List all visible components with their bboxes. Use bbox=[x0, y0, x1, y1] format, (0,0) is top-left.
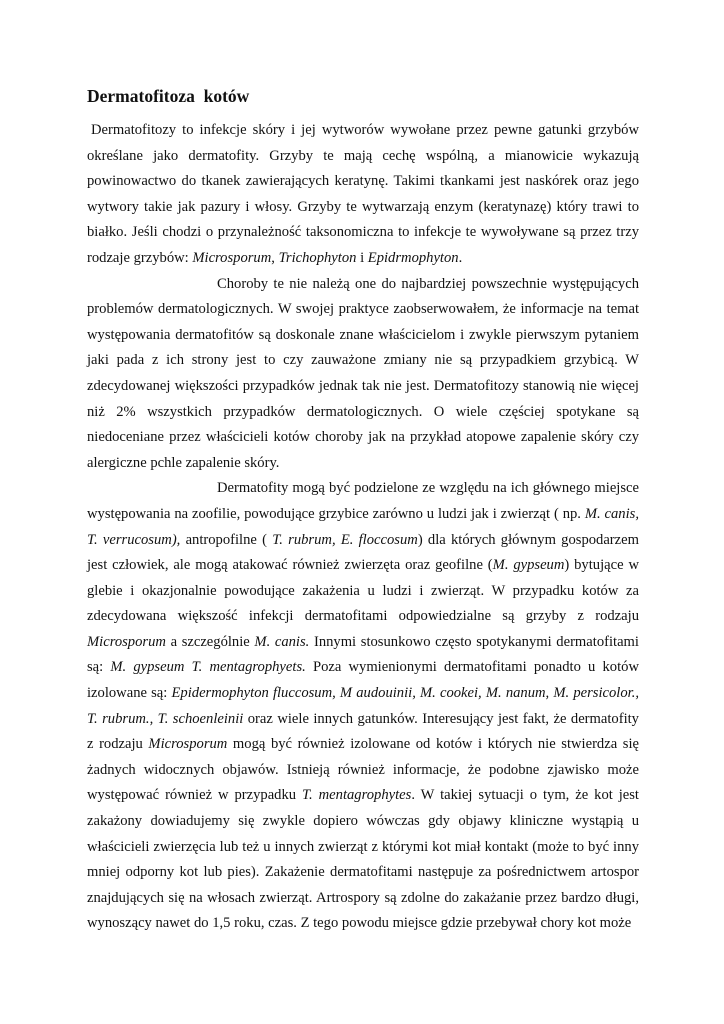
text-run: Dermatofitozy to infekcje skóry i jej wytworów wywołane przez pewne gatunki grzybów określane jako dermatofity. Grzyby te mają cechę wspólną, a mianowicie wykazują powinowactwo do tkanek zawierających keratynę. Takimi tkankami jest naskórek oraz jego wytwory takie jak pazury i włosy. Grzyby te wytwarzają enzym (keratynazę) który trawi to białko. Jeśli chodzi o przynależność taksonomiczna to infekcje te wywoływane są przez trzy rodzaje grzybów: bbox=[87, 122, 639, 266]
text-run: , bbox=[271, 249, 279, 266]
document-title: Dermatofitoza kotów bbox=[87, 86, 250, 106]
italic-term: Microsporum bbox=[192, 249, 272, 266]
italic-term: M. gypseum bbox=[492, 557, 565, 574]
text-run: ) dla których głównym gospodarzem jest człowiek, ale mogą atakować również zwierzęta oraz geofilne ( bbox=[87, 531, 639, 574]
paragraph-prevalence-text bbox=[87, 276, 639, 471]
italic-term: Microsporum bbox=[148, 736, 228, 753]
text-run: Dermatofity mogą być podzielone ze względu na ich głównego miejsce występowania na zoofilie, powodujące grzybice zarówno u ludzi jak i zwierząt ( np. bbox=[87, 480, 639, 522]
text-run: mogą być również izolowane od kotów i których nie stwierdza się żadnych widocznych objawów. Istnieją również informacje, że podobne zjawisko może występować również w przypadku bbox=[87, 736, 639, 804]
paragraph-intro bbox=[87, 118, 639, 272]
paragraph-classification-text bbox=[87, 480, 639, 931]
italic-term: M. canis. bbox=[254, 633, 310, 650]
text-run: oraz wiele innych gatunków. Interesujący jest fakt, że dermatofity z rodzaju bbox=[87, 710, 639, 753]
text-run: i bbox=[356, 249, 368, 266]
italic-term: M. gypseum T. mentagrophyets. bbox=[110, 659, 306, 676]
paragraph-intro-text bbox=[87, 122, 639, 266]
italic-term: M. canis, T. verrucosum), bbox=[87, 505, 639, 548]
document-page bbox=[87, 84, 639, 937]
paragraph-classification bbox=[87, 476, 639, 937]
italic-term: Microsporum bbox=[87, 633, 166, 650]
italic-term: T. rubrum, E. floccosum bbox=[272, 531, 418, 548]
italic-term: Epidrmophyton bbox=[367, 249, 459, 266]
text-run: a szczególnie bbox=[165, 633, 255, 650]
paragraph-prevalence bbox=[87, 272, 639, 477]
italic-term: Epidermophyton fluccosum, M audouinii, M. cookei, M. nanum, M. persicolor., T. rubrum., T. schoenleinii bbox=[87, 685, 640, 727]
text-run: Choroby te nie należą one do najbardziej powszechnie występujących problemów dermatologicznych. W swojej praktyce zaobserwowałem, że informacje na temat występowania dermatofitów są doskonale znane właścicielom i zwykle pierwszym pytaniem jaki pada z ich strony jest to czy zauważone zmiany nie są przypadkiem grzybicą. W zdecydowanej większości przypadków jednak tak nie jest. Dermatofitozy stanowią nie więcej niż 2% wszystkich przypadków dermatologicznych. O wiele częściej spotykane są niedoceniane przez właścicieli kotów choroby jak na przykład atopowe zapalenie skóry czy alergiczne pchle zapalenie skóry. bbox=[87, 275, 639, 471]
text-run: antropofilne ( bbox=[180, 531, 273, 548]
text-run: ) bytujące w glebie i okazjonalnie powodujące zakażenia u ludzi i zwierząt. W przypadku kotów za zdecydowana większość infekcji dermatofitami odpowiedzialne są grzyby z rodzaju bbox=[87, 557, 639, 625]
italic-term: T. mentagrophytes bbox=[302, 787, 412, 804]
text-run: Poza wymienionymi dermatofitami ponadto u kotów izolowane są: bbox=[87, 659, 639, 702]
text-run: Innymi stosunkowo często spotykanymi dermatofitami są: bbox=[87, 633, 639, 676]
text-run: . bbox=[458, 249, 463, 266]
italic-term: Trichophyton bbox=[278, 249, 357, 266]
text-run: . W takiej sytuacji o tym, że kot jest zakażony dowiadujemy się zwykle dopiero wówczas gdy objawy kliniczne wystąpią u właścicieli zwierzęcia lub też u innych zwierząt z którymi kot miał kontakt (może to być inny mniej odporny kot lub pies). Zakażenie dermatofitami następuje za pośrednictwem artospor znajdujących się na włosach zwierząt. Artrospory są zdolne do zakażanie przez bardzo długi, wynoszący nawet do 1,5 roku, czas. Z tego powodu miejsce gdzie przebywał chory kot może bbox=[87, 787, 639, 932]
